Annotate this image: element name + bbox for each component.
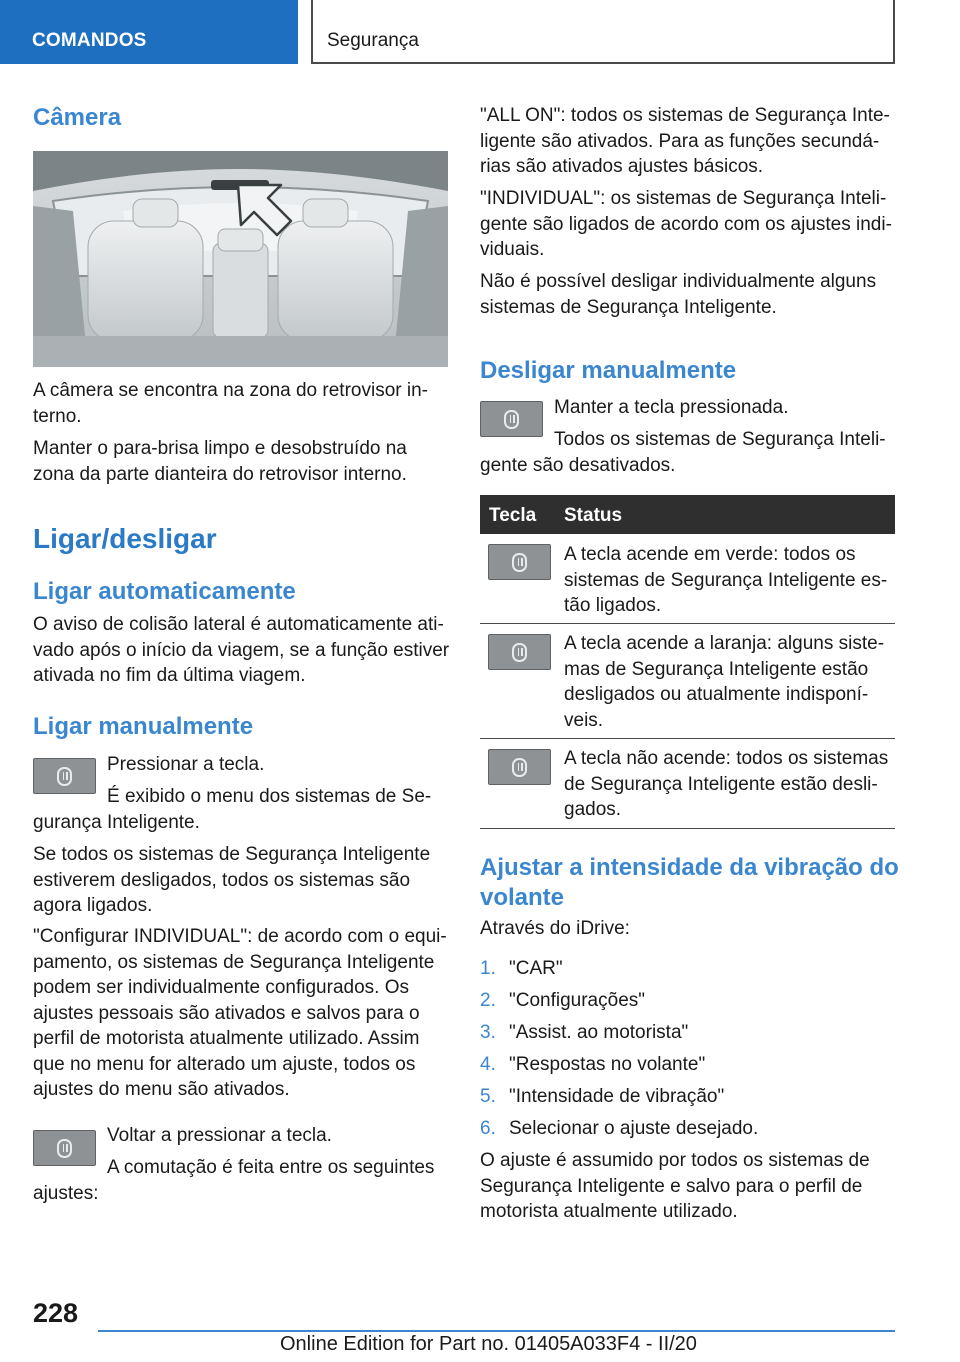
- step-text: Selecionar o ajuste desejado.: [509, 1118, 759, 1139]
- not-possible-line: sistemas de Segurança Inteligente.: [480, 296, 777, 318]
- vibration-heading-line: Ajustar a intensidade da vibração do: [480, 854, 899, 881]
- table-cell-line: A tecla não acende: todos os sistemas: [564, 748, 889, 769]
- intelligent-safety-key-icon: [33, 1130, 96, 1166]
- switch-line: ajustes:: [33, 1183, 99, 1204]
- vibration-heading-line: volante: [480, 884, 565, 911]
- table-cell-line: sistemas de Segurança Inteligente es-: [564, 569, 888, 591]
- table-divider: [480, 738, 895, 739]
- via-idrive-text: Através do iDrive:: [480, 918, 630, 939]
- table-header-status: Status: [564, 505, 623, 526]
- intelligent-safety-key-icon: [33, 758, 96, 794]
- camera-photo: [33, 151, 448, 367]
- press-again-text: Voltar a pressionar a tecla.: [107, 1125, 332, 1146]
- auto-text-line: vado após o início da viagem, se a função estiver: [33, 639, 450, 661]
- individual-line: que no menu for alterado um ajuste, todos os: [33, 1053, 416, 1075]
- not-possible-line: Não é possível desligar individualmente alguns: [480, 271, 877, 292]
- table-cell-line: desligados ou atualmente indisponí-: [564, 684, 869, 705]
- menu-shown-line: É exibido o menu dos sistemas de Se-: [107, 786, 432, 807]
- individual-setting-line: gente são ligados de acordo com os ajustes indi-: [480, 213, 892, 235]
- final-text-line: Segurança Inteligente e salvo para o perfil de: [480, 1175, 863, 1197]
- step-text: "Assist. ao motorista": [509, 1022, 689, 1043]
- individual-setting-line: viduais.: [480, 239, 545, 260]
- manual-off-heading: Desligar manualmente: [480, 357, 737, 384]
- footer-rule: [98, 1330, 895, 1332]
- menu-shown-line: gurança Inteligente.: [33, 812, 200, 833]
- individual-line: ajustes pessoais são ativados e salvos para o: [33, 1002, 420, 1024]
- deactivated-line: Todos os sistemas de Segurança Inteli-: [554, 429, 886, 450]
- all-off-line: Se todos os sistemas de Segurança Inteligente: [33, 844, 431, 865]
- individual-line: pamento, os sistemas de Segurança Inteligente: [33, 951, 435, 973]
- step-number: 5.: [480, 1086, 496, 1107]
- final-text-line: O ajuste é assumido por todos os sistemas de: [480, 1150, 870, 1171]
- edition-text: Online Edition for Part no. 01405A033F4 - II/20: [280, 1333, 697, 1355]
- step-text: "CAR": [509, 958, 563, 979]
- individual-setting-line: "INDIVIDUAL": os sistemas de Segurança Inteli-: [480, 188, 887, 209]
- switch-line: A comutação é feita entre os seguintes: [107, 1157, 435, 1178]
- table-divider: [480, 828, 895, 829]
- step-number: 3.: [480, 1022, 496, 1043]
- intelligent-safety-key-icon: [480, 401, 543, 437]
- table-row: [564, 746, 888, 823]
- table-row: [564, 631, 884, 733]
- camera-heading: Câmera: [33, 104, 122, 131]
- table-header-key: Tecla: [489, 505, 537, 526]
- individual-line: perfil de motorista atualmente utilizado. Assim: [33, 1028, 420, 1049]
- intelligent-safety-key-icon: [488, 749, 551, 785]
- table-cell-line: A tecla acende em verde: todos os: [564, 544, 856, 565]
- hold-key-text: Manter a tecla pressionada.: [554, 397, 789, 418]
- press-key-text: Pressionar a tecla.: [107, 754, 265, 775]
- interior-rear-view-image: [33, 151, 448, 367]
- table-cell-line: mas de Segurança Inteligente estão: [564, 658, 869, 680]
- individual-line: podem ser individualmente configurados. Os: [33, 977, 409, 998]
- camera-text-line: Manter o para-brisa limpo e desobstruído na: [33, 438, 407, 459]
- all-off-line: estiverem desligados, todos os sistemas são: [33, 869, 411, 891]
- table-cell-line: gados.: [564, 799, 622, 820]
- camera-text-line: terno.: [33, 405, 82, 427]
- step-number: 2.: [480, 990, 496, 1011]
- page-number: 228: [33, 1298, 79, 1328]
- onoff-heading: Ligar/desligar: [33, 523, 217, 554]
- table-cell-line: de Segurança Inteligente estão desli-: [564, 773, 878, 795]
- all-on-line: rias são ativados ajustes básicos.: [480, 156, 764, 177]
- step-number: 1.: [480, 958, 496, 979]
- auto-text-line: O aviso de colisão lateral é automaticamente ati-: [33, 614, 444, 635]
- section-label: Segurança: [327, 30, 419, 51]
- step-text: "Intensidade de vibração": [509, 1086, 725, 1107]
- status-table-header: [480, 495, 895, 534]
- table-cell-line: veis.: [564, 709, 604, 731]
- step-text: "Configurações": [509, 990, 646, 1011]
- table-row: [564, 542, 887, 619]
- auto-text-line: ativada no fim da última viagem.: [33, 665, 306, 686]
- table-divider: [480, 623, 895, 624]
- intelligent-safety-key-icon: [488, 544, 551, 580]
- camera-text-line: zona da parte dianteira do retrovisor interno.: [33, 463, 407, 485]
- individual-line: "Configurar INDIVIDUAL": de acordo com o equi-: [33, 926, 447, 947]
- all-off-line: agora ligados.: [33, 895, 153, 916]
- deactivated-line: gente são desativados.: [480, 455, 676, 476]
- table-cell-line: A tecla acende a laranja: alguns siste-: [564, 633, 885, 654]
- final-text-line: motorista atualmente utilizado.: [480, 1201, 738, 1222]
- step-text: "Respostas no volante": [509, 1054, 706, 1075]
- manual-on-heading: Ligar manualmente: [33, 713, 254, 740]
- step-number: 6.: [480, 1118, 496, 1139]
- step-number: 4.: [480, 1054, 496, 1075]
- individual-line: ajustes do menu são ativados.: [33, 1079, 290, 1100]
- chapter-label: COMANDOS: [32, 30, 147, 51]
- auto-on-heading: Ligar automaticamente: [33, 578, 296, 605]
- all-on-line: "ALL ON": todos os sistemas de Segurança Inte-: [480, 105, 890, 126]
- chapter-tab: [0, 0, 298, 64]
- table-cell-line: tão ligados.: [564, 595, 662, 616]
- all-on-line: ligente são ativados. Para as funções secundá-: [480, 130, 880, 152]
- section-header: [311, 0, 895, 64]
- intelligent-safety-key-icon: [488, 634, 551, 670]
- camera-text-line: A câmera se encontra na zona do retrovisor in-: [33, 380, 428, 401]
